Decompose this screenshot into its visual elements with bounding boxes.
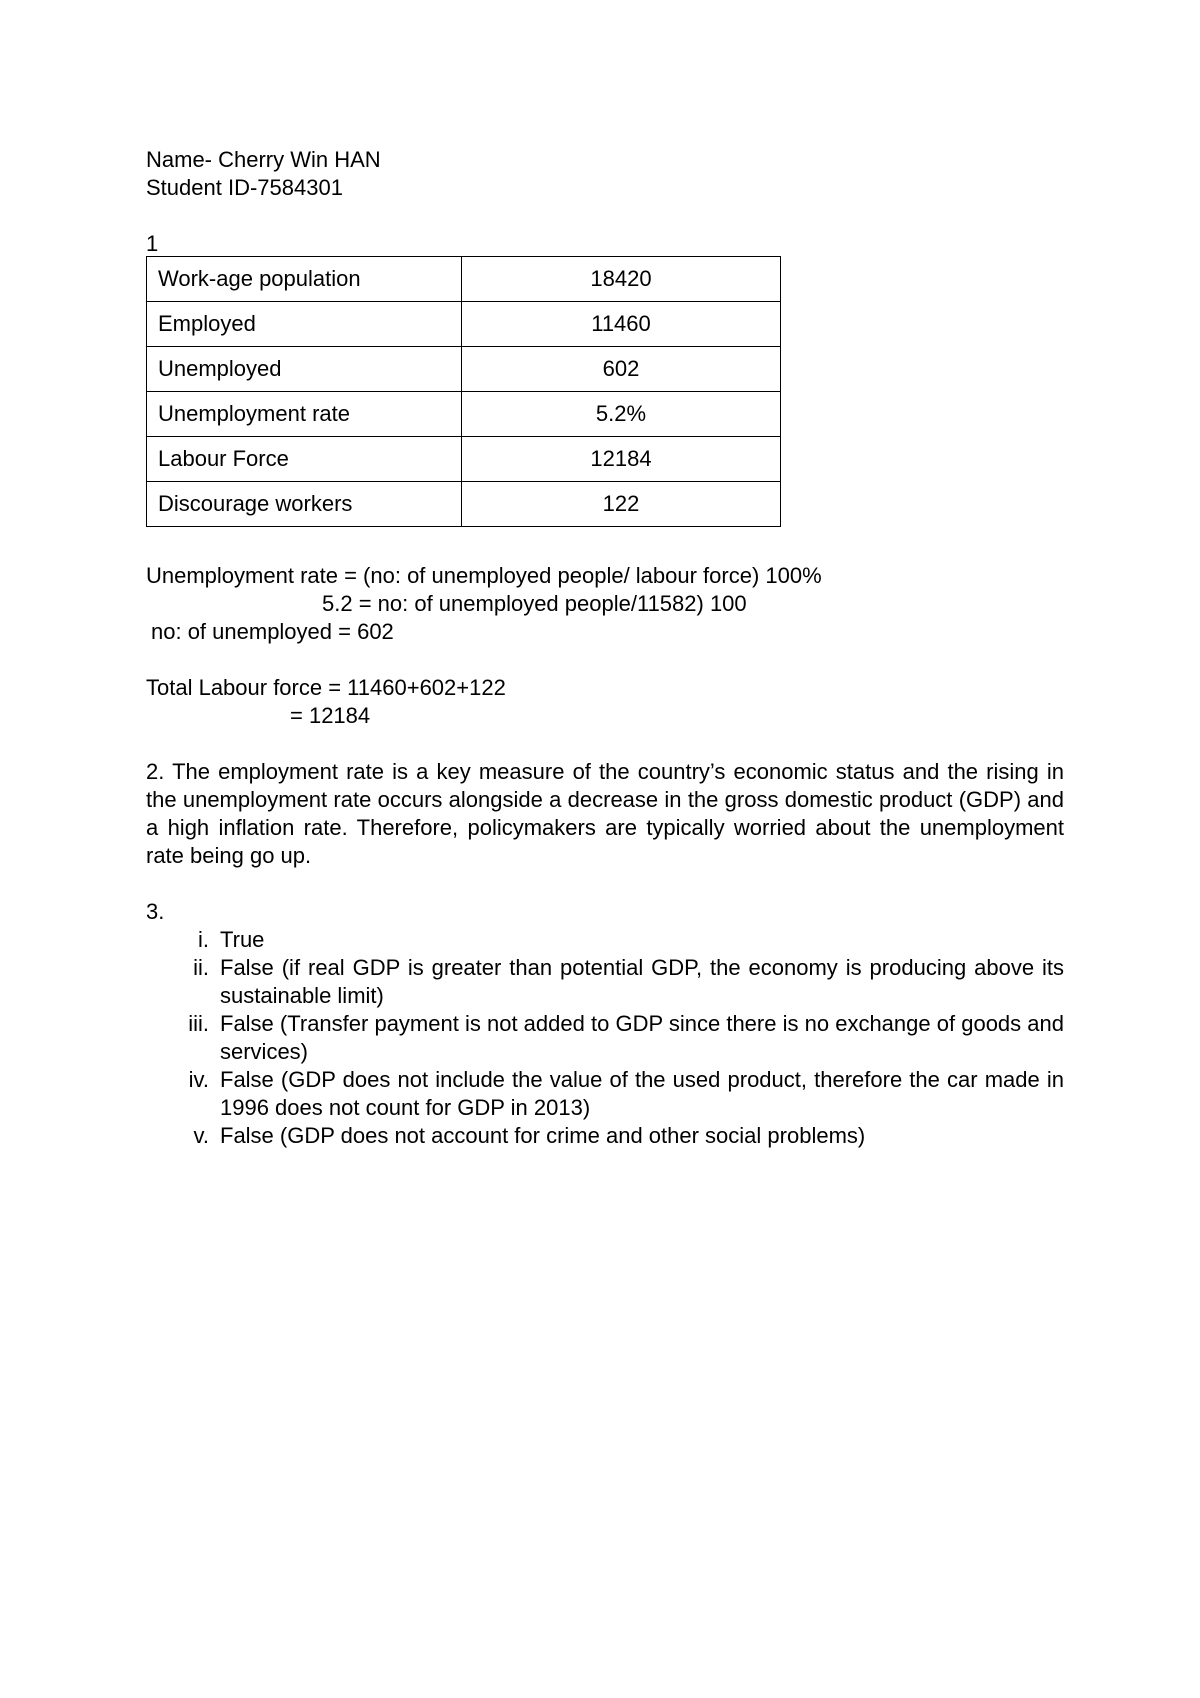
formula-line-2: 5.2 = no: of unemployed people/11582) 100 [322, 591, 747, 616]
row-value: 122 [462, 482, 781, 527]
list-item-number: iii. [188, 1011, 209, 1036]
list-item-text: False (GDP does not account for crime and other social problems) [220, 1123, 866, 1148]
formula-line-1: Unemployment rate = (no: of unemployed people/ labour force) 100% [146, 563, 822, 588]
student-name: Name- Cherry Win HAN [146, 147, 381, 172]
row-value: 5.2% [462, 392, 781, 437]
row-label: Labour Force [147, 437, 462, 482]
formula-line-3: no: of unemployed = 602 [151, 619, 394, 644]
labour-statistics-table [146, 256, 781, 527]
list-item-number: iv. [188, 1067, 209, 1092]
row-label: Discourage workers [147, 482, 462, 527]
list-item-number: i. [198, 927, 209, 952]
row-label: Employed [147, 302, 462, 347]
list-item-text: False (GDP does not include the value of the used product, therefore the car made in 1996 does not count for GDP in 2013) [220, 1067, 1064, 1120]
labour-force-line-2: = 12184 [290, 703, 371, 728]
list-item-text: True [220, 927, 265, 952]
row-value: 12184 [462, 437, 781, 482]
row-value: 18420 [462, 257, 781, 302]
table-row [147, 257, 781, 302]
list-item-number: ii. [193, 955, 209, 980]
table-row [147, 392, 781, 437]
labour-force-line-1: Total Labour force = 11460+602+122 [146, 675, 506, 700]
row-label: Unemployed [147, 347, 462, 392]
list-item-text: False (if real GDP is greater than potential GDP, the economy is producing above its sustainable limit) [220, 955, 1064, 1008]
row-value: 602 [462, 347, 781, 392]
list-item-text: False (Transfer payment is not added to GDP since there is no exchange of goods and services) [220, 1011, 1064, 1064]
question-3-number: 3. [146, 899, 165, 924]
row-value: 11460 [462, 302, 781, 347]
table-row [147, 302, 781, 347]
table-row [147, 437, 781, 482]
student-id: Student ID-7584301 [146, 175, 343, 200]
table-row [147, 482, 781, 527]
question-2-answer: 2. The employment rate is a key measure of the country’s economic status and the rising in the unemployment rate occurs alongside a decrease in the gross domestic product (GDP) and a high inflation rate. Therefore, policymakers are typically worried about the unemployment rate being go up. [146, 759, 1064, 868]
row-label: Work-age population [147, 257, 462, 302]
list-item-number: v. [193, 1123, 209, 1148]
row-label: Unemployment rate [147, 392, 462, 437]
question-1-number: 1 [146, 231, 159, 256]
table-row [147, 347, 781, 392]
